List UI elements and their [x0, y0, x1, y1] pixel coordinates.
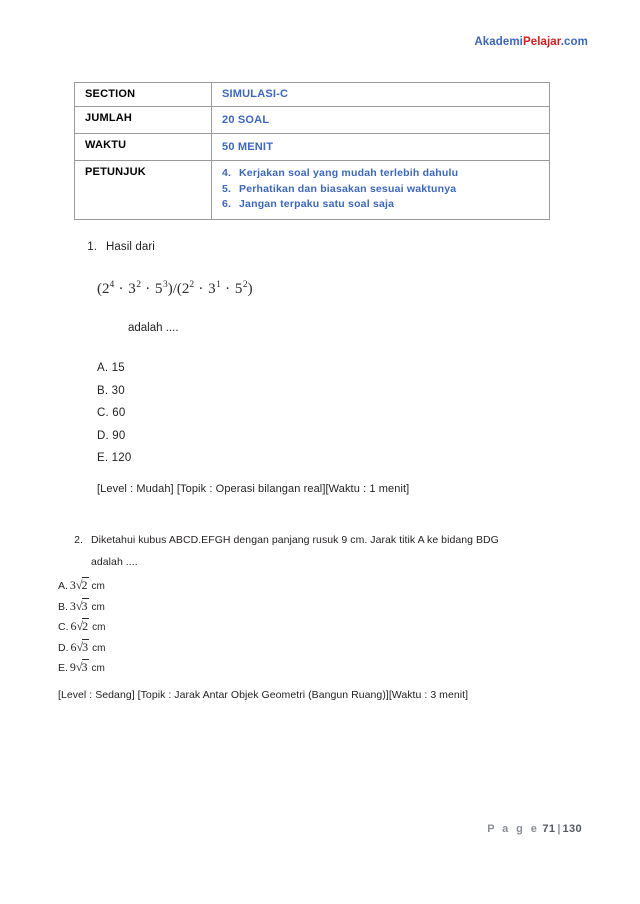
row-value-petunjuk	[212, 161, 550, 220]
row-value-waktu: 50 MENIT	[212, 134, 550, 161]
table-row-section	[75, 83, 550, 107]
radical-expression: 9√3	[69, 660, 88, 674]
row-label-section: SECTION	[75, 83, 212, 107]
logo-text-akademi: Akademi	[474, 36, 523, 48]
option-unit: cm	[91, 581, 105, 592]
radical-radicand: 3	[81, 598, 88, 613]
question-2-text-line2: adalah ....	[91, 556, 138, 568]
question-1-options	[97, 357, 131, 470]
petunjuk-number: 6.	[222, 198, 232, 210]
table-row-jumlah	[75, 107, 550, 134]
formula-term-6: · 5	[220, 281, 243, 297]
radical-expression: 6√3	[70, 639, 89, 654]
radical-coefficient: 9	[69, 660, 76, 674]
question-1-metadata: [Level : Mudah] [Topik : Operasi bilangan real][Waktu : 1 menit]	[97, 483, 410, 495]
option-c[interactable]	[58, 617, 105, 638]
page-footer	[487, 823, 582, 835]
option-letter: B.	[58, 600, 68, 613]
list-item	[222, 166, 541, 182]
petunjuk-text: Jangan terpaku satu soal saja	[239, 198, 395, 210]
option-unit: cm	[91, 663, 105, 674]
petunjuk-text: Kerjakan soal yang mudah terlebih dahulu	[239, 167, 459, 179]
radical-radicand: 2	[81, 578, 88, 592]
question-1-adalah: adalah ....	[128, 322, 179, 334]
table-row-petunjuk	[75, 161, 550, 220]
row-label-jumlah: JUMLAH	[75, 107, 212, 134]
formula-exponent-3: 3	[163, 280, 168, 290]
list-item	[222, 197, 541, 213]
footer-total-pages: 130	[562, 823, 582, 835]
footer-page-number: 71	[542, 823, 556, 835]
radical-radicand: 3	[81, 660, 88, 674]
formula-close: )	[247, 281, 253, 297]
option-letter: C.	[58, 621, 69, 633]
option-a[interactable]: A. 15	[97, 362, 125, 374]
petunjuk-number: 4.	[222, 167, 232, 179]
radical-coefficient: 6	[70, 639, 77, 654]
formula-exponent-1: 4	[109, 280, 115, 290]
option-unit: cm	[92, 622, 106, 633]
option-e[interactable]	[58, 658, 105, 679]
radical-coefficient: 3	[69, 578, 76, 592]
petunjuk-list	[222, 166, 541, 213]
formula-divider: )/(2	[167, 281, 190, 297]
formula-term-3: · 5	[141, 281, 163, 297]
row-label-waktu: WAKTU	[75, 134, 212, 161]
option-e[interactable]: E. 120	[97, 452, 132, 464]
formula-exponent-5: 1	[216, 280, 221, 290]
question-2-options	[58, 576, 105, 679]
option-letter: D.	[58, 641, 69, 654]
formula-exponent-6: 2	[242, 280, 248, 290]
radical-expression: 3√2	[69, 578, 88, 592]
radical-radicand: 2	[82, 619, 89, 633]
formula-term-2: · 3	[114, 281, 137, 297]
petunjuk-number: 5.	[222, 182, 232, 195]
site-logo	[474, 36, 588, 48]
question-1-formula	[97, 281, 253, 298]
footer-separator: |	[557, 823, 561, 835]
formula-exponent-4: 2	[189, 280, 195, 290]
option-b[interactable]: B. 30	[97, 384, 125, 397]
table-row-waktu	[75, 134, 550, 161]
row-label-petunjuk: PETUNJUK	[75, 161, 212, 220]
logo-text-pelajar: Pelajar	[522, 36, 561, 48]
row-value-section: SIMULASI-C	[212, 83, 550, 107]
question-2-metadata: [Level : Sedang] [Topik : Jarak Antar Objek Geometri (Bangun Ruang)][Waktu : 3 menit]	[58, 689, 469, 701]
question-1-stem	[74, 241, 155, 253]
radical-coefficient: 3	[69, 598, 76, 613]
footer-page-word: P a g e	[487, 823, 540, 835]
formula-term-5: · 3	[194, 281, 217, 297]
logo-text-domain: .com	[560, 36, 588, 48]
question-1-number: 1.	[87, 241, 97, 253]
option-a[interactable]	[58, 576, 105, 597]
radical-expression: 6√2	[70, 619, 89, 633]
option-d[interactable]	[58, 638, 105, 659]
question-2-number: 2.	[74, 534, 83, 546]
option-letter: E.	[58, 662, 68, 674]
option-b[interactable]	[58, 597, 105, 618]
option-c[interactable]: C. 60	[97, 407, 126, 419]
option-unit: cm	[92, 642, 106, 654]
exam-info-table	[74, 82, 550, 220]
formula-exponent-2: 2	[136, 280, 141, 290]
list-item	[222, 182, 541, 198]
petunjuk-text: Perhatikan dan biasakan sesuai waktunya	[239, 182, 457, 195]
radical-coefficient: 6	[70, 619, 77, 633]
question-1-text: Hasil dari	[106, 241, 155, 253]
option-letter: A.	[58, 580, 68, 592]
row-value-jumlah: 20 SOAL	[212, 107, 550, 134]
question-2-stem	[62, 529, 562, 573]
question-2-text-line1: Diketahui kubus ABCD.EFGH dengan panjang rusuk 9 cm. Jarak titik A ke bidang BDG	[91, 534, 499, 546]
formula-open-1: (2	[97, 281, 110, 297]
option-unit: cm	[91, 601, 105, 613]
radical-expression: 3√3	[69, 598, 88, 613]
option-d[interactable]: D. 90	[97, 429, 126, 442]
radical-radicand: 3	[82, 639, 89, 654]
